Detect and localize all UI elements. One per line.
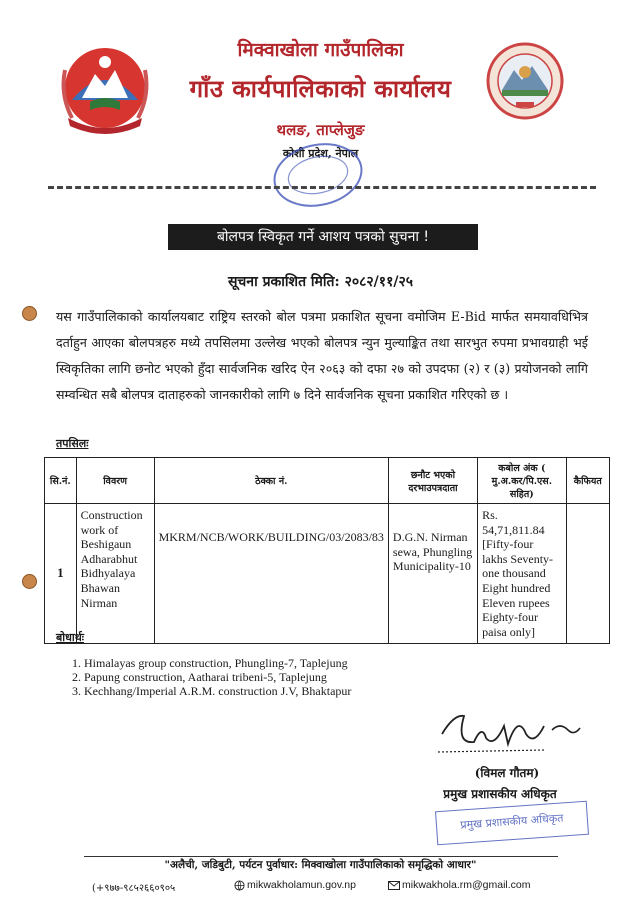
cc-label: बोधार्थः xyxy=(56,631,84,644)
email-text[interactable]: mikwakhola.rm@gmail.com xyxy=(402,879,531,891)
binder-hole-icon xyxy=(22,306,37,321)
footer-email xyxy=(388,879,531,891)
footer-divider xyxy=(84,856,558,857)
globe-icon xyxy=(234,880,245,891)
column-header: सि.नं. xyxy=(45,458,77,504)
table-row xyxy=(45,504,610,644)
list-item: 3. Kechhang/Imperial A.R.M. construction J.V, Bhaktapur xyxy=(72,684,352,698)
office-location: थलङ, ताप्लेजुङ xyxy=(276,121,365,139)
column-header: कैफियत xyxy=(566,458,609,504)
cc-list xyxy=(72,656,351,698)
mail-icon xyxy=(388,881,400,890)
notice-banner: बोलपत्र स्विकृत गर्ने आशय पत्रको सुचना ! xyxy=(168,224,478,250)
org-name: मिक्वाखोला गाउँपालिका xyxy=(237,39,404,61)
column-header: कबोल अंक ( मु.अ.कर/पि.एस. सहित) xyxy=(478,458,567,504)
official-stamp: प्रमुख प्रशासकीय अधिकृत xyxy=(435,801,589,846)
serial-number-cell: 1 xyxy=(45,504,77,644)
description-cell: Construction work of Beshigaun Adharabhut Bidhyalaya Bhawan Nirman xyxy=(76,504,154,644)
signer-name: (विमल गौतम) xyxy=(474,766,540,780)
office-name: गाँउ कार्यपालिकाको कार्यालय xyxy=(189,74,452,103)
province-name: कोशी प्रदेश, नेपाल xyxy=(282,147,359,160)
binder-hole-icon xyxy=(22,574,37,589)
column-header: ठेक्का नं. xyxy=(154,458,388,504)
signature-icon xyxy=(434,704,584,759)
bidder-cell: D.G.N. Nirman sewa, Phungling Municipality-10 xyxy=(388,504,477,644)
office-stamp-icon xyxy=(268,140,368,210)
footer-phone: (+९७७-९८५२६६०९०५ xyxy=(92,883,176,894)
footer-slogan: "अलैची, जडिबुटी, पर्यटन पुर्वाधार: मिक्वाखोला गाउँपालिकाको समृद्धिको आधार" xyxy=(164,859,477,871)
details-label: तपसिलः xyxy=(56,437,89,450)
column-header: विवरण xyxy=(76,458,154,504)
column-header: छनौट भएको दरभाउपत्रदाता xyxy=(388,458,477,504)
contract-number-cell: MKRM/NCB/WORK/BUILDING/03/2083/83 xyxy=(154,504,388,644)
bid-table xyxy=(44,457,610,644)
table-header-row xyxy=(45,458,610,504)
website-text[interactable]: mikwakholamun.gov.np xyxy=(247,879,356,891)
notice-body: यस गाउँपालिकाको कार्यालयबाट राष्ट्रिय स्तरको बोल पत्रमा प्रकाशित सूचना वमोजिम E-Bid मार्फत समयावधिभित्र दर्ताहुन आएका बोलपत्रहरु मध्ये तपसिलमा उल्लेख भएको बोलपत्र न्युन मुल्याङ्कित तथा सारभुत रुपमा प्रभावग्राही भई स्विकृतिका लागि छनोट भएको हुँदा सार्वजनिक खरिद ऐन २०६३ को दफा २७ को उपदफा (२) र (३) प्रयोजनको लागि सम्वन्धित सबै बोलपत्र दाताहरुको जानकारीको लागि ७ दिने सार्वजनिक सूचना प्रकाशित गरिएको छ । xyxy=(56,309,588,402)
list-item: 1. Himalayas group construction, Phungling-7, Taplejung xyxy=(72,656,348,670)
footer-website xyxy=(234,879,356,891)
signer-title: प्रमुख प्रशासकीय अधिकृत xyxy=(443,787,557,801)
notice-date: सूचना प्रकाशित मिति: २०८२/११/२५ xyxy=(227,274,414,290)
header-divider xyxy=(48,186,596,189)
remarks-cell xyxy=(566,504,609,644)
list-item: 2. Papung construction, Aatharai tribeni-5, Taplejung xyxy=(72,670,327,684)
amount-cell: Rs. 54,71,811.84 [Fifty-four lakhs Seventy-one thousand Eight hundred Eleven rupees Eighty-four paisa only] xyxy=(478,504,567,644)
